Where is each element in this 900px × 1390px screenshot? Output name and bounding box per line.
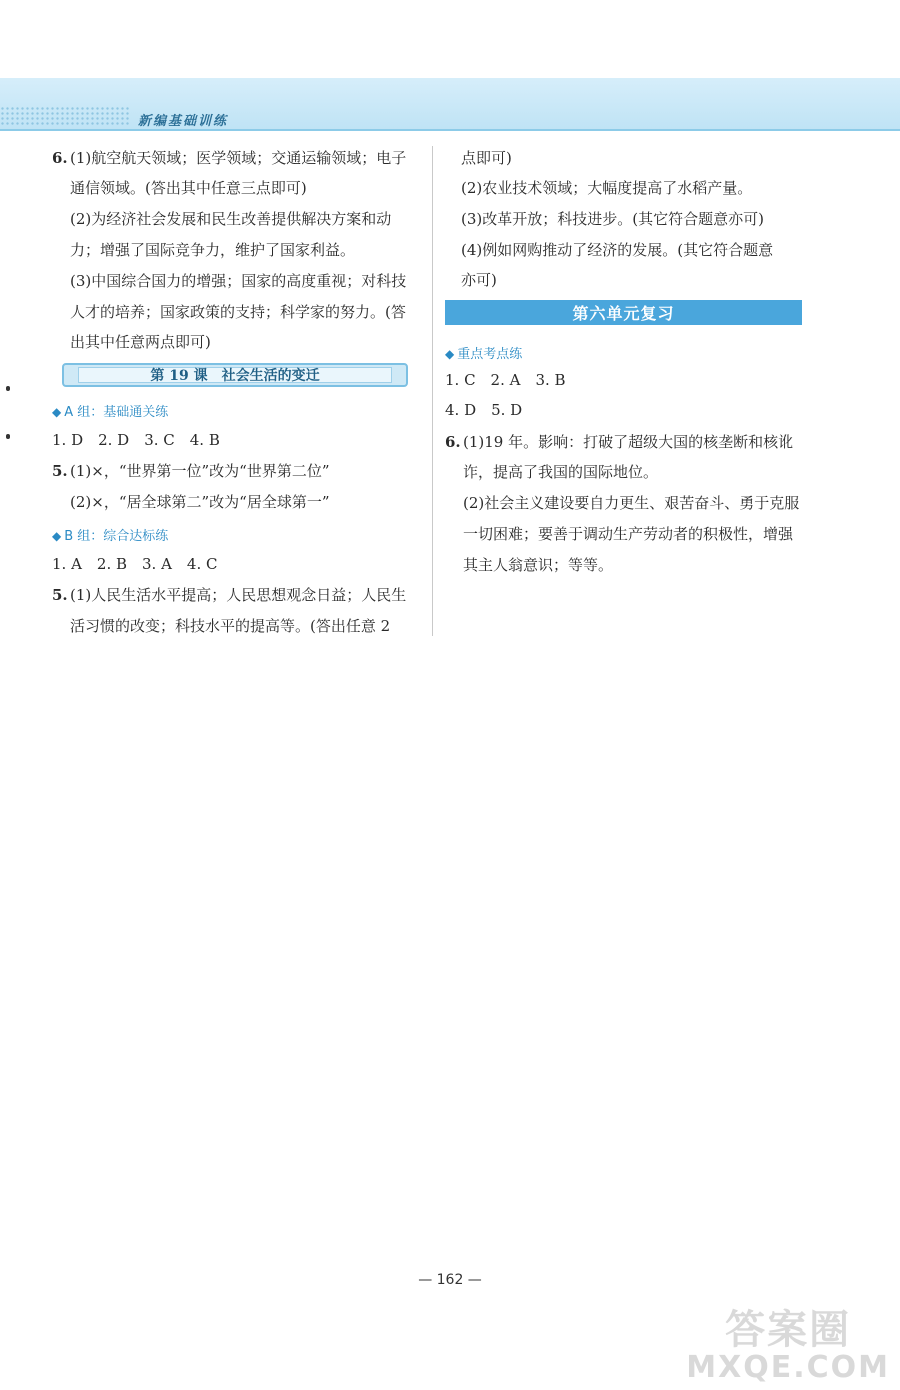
answer-line: (2)×，“居全球第二”改为“居全球第一” [70,493,330,511]
answer-line: (3)中国综合国力的增强；国家的高度重视；对科技 [70,272,407,290]
page-number: — 162 — [418,1272,482,1288]
question-number: 6. [52,149,68,167]
watermark-url: MXQE.COM [686,1350,890,1385]
answer-line: (1)人民生活水平提高；人民思想观念日益；人民生 [70,586,407,604]
answer-line: (3)改革开放；科技进步。(其它符合题意亦可) [461,210,764,228]
lesson-heading-box [62,363,408,387]
watermark-text: 答案圈 [725,1307,852,1353]
answer-line: (4)例如网购推动了经济的发展。(其它符合题意 [461,241,774,259]
answer-line: 1. A 2. B 3. A 4. C [52,555,218,573]
diamond-icon: ◆ [445,347,455,361]
answer-line: (1)×，“世界第一位”改为“世界第二位” [70,462,330,480]
answer-line: (2)农业技术领域；大幅度提高了水稻产量。 [461,179,753,197]
question-number: 5. [52,586,68,604]
header-rule [0,129,900,131]
answer-line: (1)19 年。影响：打破了超级大国的核垄断和核讹 [463,433,794,451]
answer-line: 诈，提高了我国的国际地位。 [463,463,659,481]
answer-line: (2)为经济社会发展和民生改善提供解决方案和动 [70,210,392,228]
section-label-key: ◆ 重点考点练 [445,347,523,362]
answer-line: 亦可) [461,271,497,289]
margin-mark [6,434,10,439]
question-number: 6. [445,433,461,451]
section-label-a: ◆ A 组：基础通关练 [52,405,169,420]
answer-line: 其主人翁意识；等等。 [463,556,614,574]
question-number: 5. [52,462,68,480]
answer-line: 一切困难；要善于调动生产劳动者的积极性，增强 [463,525,794,543]
answer-line: (1)航空航天领域；医学领域；交通运输领域；电子 [70,149,407,167]
answer-line: 点即可) [461,149,512,167]
answer-line: 出其中任意两点即可) [70,333,211,351]
answer-line: (2)社会主义建设要自力更生、艰苦奋斗、勇于克服 [463,494,800,512]
header-dot-pattern [0,106,130,126]
series-title: 新编基础训练 [138,114,229,129]
header-band [0,78,900,130]
margin-mark [6,386,10,391]
section-label-b: ◆ B 组：综合达标练 [52,529,169,544]
answer-line: 1. D 2. D 3. C 4. B [52,431,220,449]
lesson-title: 第 19 课 社会生活的变迁 [78,367,392,383]
answer-line: 活习惯的改变；科技水平的提高等。(答出任意 2 [70,617,391,635]
column-divider [432,146,433,636]
answer-line: 人才的培养；国家政策的支持；科学家的努力。(答 [70,303,406,321]
answer-line: 1. C 2. A 3. B [445,371,566,389]
answer-line: 4. D 5. D [445,401,523,419]
watermark-logo [686,1308,890,1384]
diamond-icon: ◆ [52,529,62,543]
unit-review-heading: 第六单元复习 [445,300,802,325]
answer-line: 力；增强了国际竞争力，维护了国家利益。 [70,241,356,259]
answer-line: 通信领域。(答出其中任意三点即可) [70,179,307,197]
diamond-icon: ◆ [52,405,62,419]
